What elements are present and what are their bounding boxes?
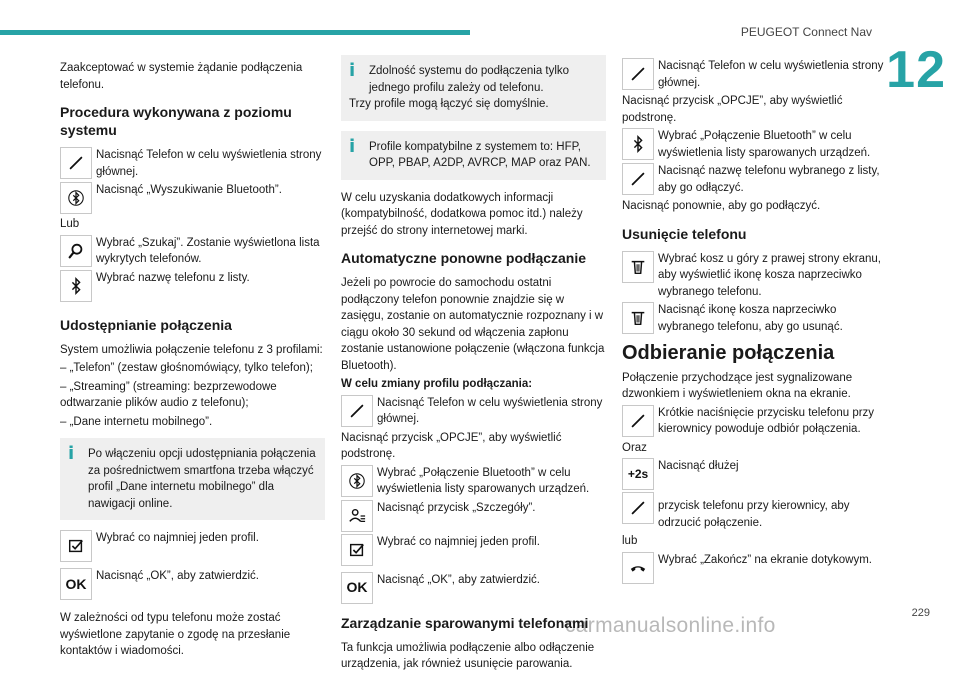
phone-icon [341,395,373,427]
section-heading: Usunięcie telefonu [622,225,747,242]
step-text: Nacisnąć „OK”, aby zatwierdzić. [377,573,540,586]
info-text: Trzy profile mogą łączyć się domyślnie. [349,98,549,110]
step-row [622,302,887,335]
info-text: Profile kompatybilne z systemem to: HFP, OPP, PBAP, A2DP, AVRCP, MAP oraz PAN. [369,140,591,169]
bluetooth-icon [622,128,654,160]
bluetooth-search-icon [60,182,92,214]
details-icon [341,500,373,532]
step-row [622,128,887,161]
subheading: W celu zmiany profilu podłączania: [341,378,533,390]
step-text: Wybrać co najmniej jeden profil. [377,535,540,548]
chapter-number: 12 [886,41,946,99]
step-row [341,395,606,428]
info-icon: i [349,135,356,157]
phone-icon [60,147,92,179]
info-icon: i [68,443,75,464]
step-row [60,568,325,600]
checkbox-icon [341,534,373,566]
bluetooth-search-icon [341,465,373,497]
section-heading: Procedura wykonywana z poziomu systemu [60,104,292,138]
header-title: PEUGEOT Connect Nav [740,25,872,39]
info-text: Po włączeniu opcji udostępniania połączenia za pośrednictwem smartfona trzeba włączyć profil „Dane internetu mobilnego” dla nawigacji online. [88,448,316,510]
long-press-icon: +2s [622,458,654,490]
step-text: Nacisnąć Telefon w celu wyświetlenia strony głównej. [377,396,603,425]
step-row [60,182,325,214]
paragraph: Ta funkcja umożliwia podłączenie albo odłączenie urządzenia, jak również usunięcie parowania. [341,641,595,670]
hang-up-icon [622,552,654,584]
paragraph: Nacisnąć przycisk „OPCJE”, aby wyświetlić podstronę. [622,95,843,124]
step-row [341,534,606,566]
watermark: carmanualsonline.info [565,614,776,637]
step-text: przycisk telefonu przy kierownicy, aby odrzucić połączenie. [658,500,850,529]
step-row [622,58,887,91]
step-row [60,530,325,562]
phone-icon [622,163,654,195]
phone-icon [622,492,654,524]
step-text: Wybrać „Połączenie Bluetooth” w celu wyświetlenia listy sparowanych urządzeń. [377,466,590,495]
step-text: Nacisnąć „Wyszukiwanie Bluetooth”. [96,184,282,196]
info-box [341,55,606,121]
step-row [622,492,887,531]
info-box [341,131,606,180]
paragraph: Jeżeli po powrocie do samochodu ostatni podłączony telefon ponownie znajdzie się w zasięgu, zostanie on automatycznie rozpoznany i w ciągu około 30 sekund od włączenia zapłonu zostanie ustanowione połączenie (włączona funkcja Bluetooth). [341,277,605,372]
section-heading: Automatyczne ponowne podłączanie [341,250,587,266]
phone-icon [622,405,654,437]
paragraph: Zaakceptować w systemie żądanie podłączenia telefonu. [60,62,303,91]
step-text: Nacisnąć Telefon w celu wyświetlenia strony głównej. [96,149,322,178]
step-row [622,163,887,196]
ok-icon: OK [341,572,373,604]
info-box [60,438,325,520]
section-heading: Zarządzanie sparowanymi telefonami [341,614,589,631]
list-item: – „Streaming” (streaming: bezprzewodowe odtwarzanie plików audio z telefonu); [60,380,277,409]
step-row [341,465,606,498]
step-text: Nacisnąć ikonę kosza naprzeciwko wybranego telefonu, aby go usunąć. [658,304,843,333]
step-text: Nacisnąć nazwę telefonu wybranego z listy, aby go odłączyć. [658,165,880,194]
paragraph: Nacisnąć przycisk „OPCJE”, aby wyświetlić podstronę. [341,431,562,460]
step-text: Wybrać co najmniej jeden profil. [96,532,259,544]
step-text: Nacisnąć dłużej [658,460,739,472]
column-1 [60,60,325,670]
step-text: Wybrać „Zakończ” na ekranie dotykowym. [658,553,872,566]
step-row [622,405,887,438]
or-label: lub [622,535,638,547]
search-icon [60,235,92,267]
step-row [60,147,325,180]
phone-icon [622,58,654,90]
step-row [622,251,887,301]
info-text: Zdolność systemu do podłączenia tylko jednego profilu zależy od telefonu. [369,65,570,94]
column-2 [341,55,606,683]
step-row [60,270,325,302]
paragraph: Nacisnąć ponownie, aby go podłączyć. [622,200,821,212]
section-title: Odbieranie połączenia [622,342,835,364]
step-text: Wybrać nazwę telefonu z listy. [96,271,250,284]
or-label: Lub [60,218,80,230]
step-row [341,572,606,604]
checkbox-icon [60,530,92,562]
paragraph: Połączenie przychodzące jest sygnalizowane dzwonkiem i wyświetleniem okna na ekranie. [622,371,853,400]
step-text: Nacisnąć „OK”, aby zatwierdzić. [96,570,259,582]
step-text: Wybrać „Szukaj”. Zostanie wyświetlona lista wykrytych telefonów. [96,236,320,265]
list-item: – „Telefon” (zestaw głośnomówiący, tylko telefon); [60,362,313,374]
trash-icon [622,251,654,283]
paragraph: W zależności od typu telefonu może zostać wyświetlone zapytanie o zgodę na przesłanie kontaktów i wiadomości. [60,612,291,657]
step-row [341,500,606,532]
ok-icon: OK [60,568,92,600]
list-item: – „Dane internetu mobilnego”. [60,415,213,428]
page-number: 229 [911,607,930,619]
paragraph: System umożliwia połączenie telefonu z 3 profilami: [60,343,323,356]
step-row [622,552,887,584]
step-row [622,458,887,490]
header-accent-bar [0,30,470,35]
column-3 [622,58,887,586]
step-text: Krótkie naciśnięcie przycisku telefonu przy kierownicy powoduje odbiór połączenia. [658,406,875,435]
or-label: Oraz [622,441,647,454]
step-text: Nacisnąć Telefon w celu wyświetlenia strony głównej. [658,60,884,89]
paragraph: W celu uzyskania dodatkowych informacji (kompatybilność, dodatkowa pomoc itd.) należy przejść do strony internetowej marki. [341,191,583,237]
bluetooth-icon [60,270,92,302]
step-text: Nacisnąć przycisk „Szczegóły”. [377,501,536,514]
step-text: Wybrać „Połączenie Bluetooth” w celu wyświetlenia listy sparowanych urządzeń. [658,130,871,159]
section-heading: Udostępnianie połączenia [60,316,232,333]
step-text: Wybrać kosz u góry z prawej strony ekranu, aby wyświetlić ikonę kosza naprzeciwko wybranego telefonu. [658,252,881,298]
step-row [60,235,325,268]
info-icon: i [349,60,356,81]
trash-icon [622,302,654,334]
